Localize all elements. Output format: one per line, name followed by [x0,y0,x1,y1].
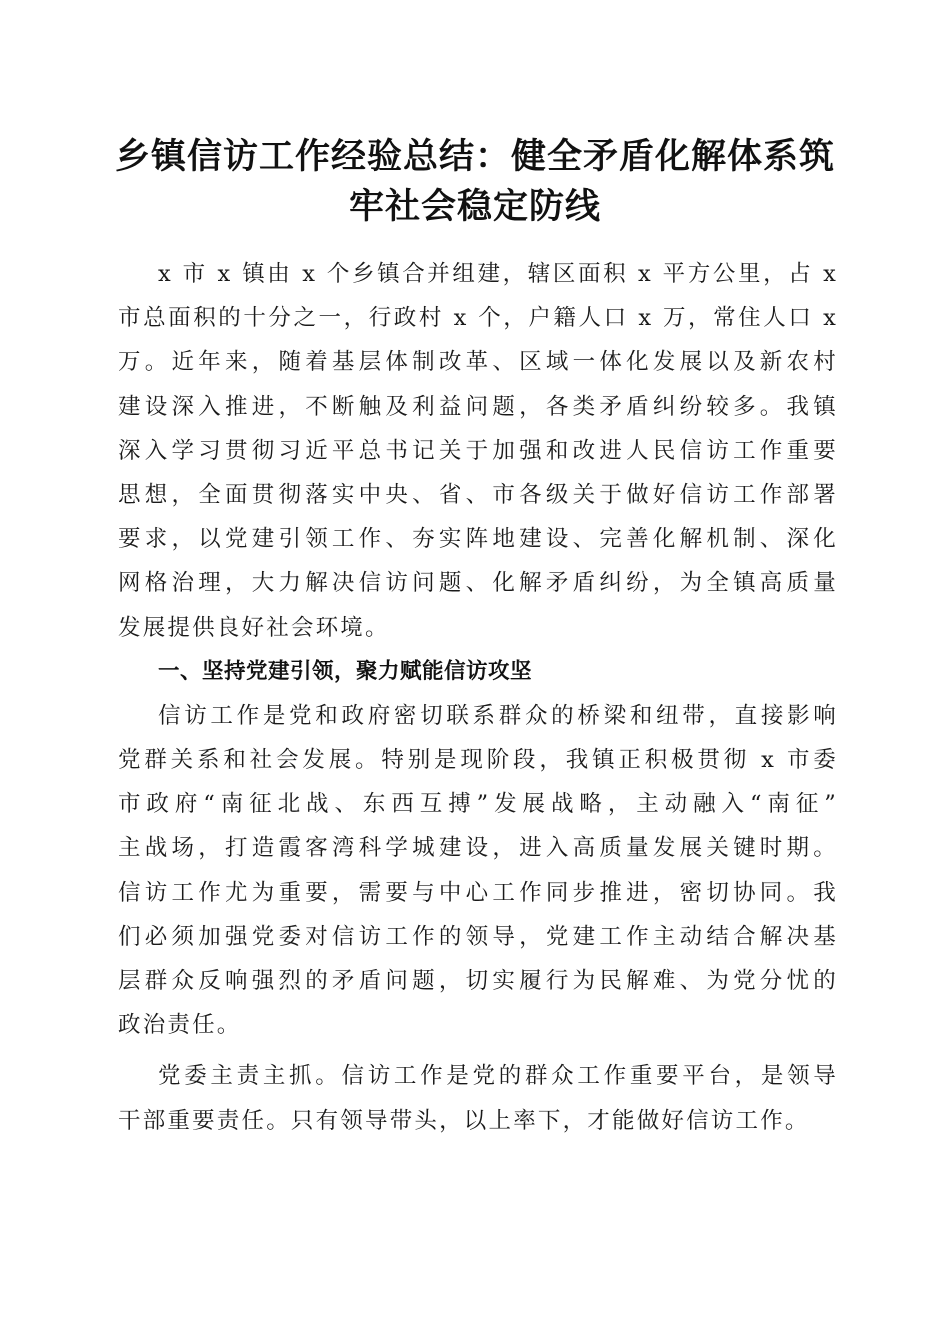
document-title [80,132,870,232]
paragraph-line: 党委主责主抓。信访工作是党的群众工作重要平台，是领导 [158,1063,838,1090]
paragraph-line: 主战场，打造霞客湾科学城建设，进入高质量发展关键时期。 [118,835,838,862]
paragraph-party-building [118,694,838,1048]
title-line: 牢社会稳定防线 [348,186,601,227]
paragraph-line: 深入学习贯彻习近平总书记关于加强和改进人民信访工作重要 [118,437,838,464]
paragraph-line: 发展提供良好社会环境。 [118,614,390,641]
paragraph-line: x 市 x 镇由 x 个乡镇合并组建，辖区面积 x 平方公里，占 x [158,261,838,287]
paragraph-line: 信访工作是党和政府密切联系群众的桥梁和纽带，直接影响 [158,702,838,729]
paragraph-line: 党群关系和社会发展。特别是现阶段，我镇正积极贯彻 x 市委 [118,747,838,774]
paragraph-line: 干部重要责任。只有领导带头，以上率下，才能做好信访工作。 [118,1107,810,1134]
document-body [118,252,838,1143]
paragraph-line: 网格治理，大力解决信访问题、化解矛盾纠纷，为全镇高质量 [118,570,838,597]
paragraph-line: 思想，全面贯彻落实中央、省、市各级关于做好信访工作部署 [118,481,838,508]
paragraph-gap [118,1047,838,1054]
paragraph-line: 市总面积的十分之一，行政村 x 个，户籍人口 x 万，常住人口 x [118,305,838,332]
paragraph-intro [118,252,838,650]
paragraph-line: 政治责任。 [118,1012,242,1039]
paragraph-responsibility [118,1054,838,1142]
paragraph-line: 层群众反响强烈的矛盾问题，切实履行为民解难、为党分忧的 [118,968,838,994]
title-line: 乡镇信访工作经验总结：健全矛盾化解体系筑 [114,136,835,177]
paragraph-line: 要求，以党建引领工作、夯实阵地建设、完善化解机制、深化 [118,526,838,553]
paragraph-line: 信访工作尤为重要，需要与中心工作同步推进，密切协同。我 [118,879,838,906]
paragraph-line: 建设深入推进，不断触及利益问题，各类矛盾纠纷较多。我镇 [118,393,838,420]
paragraph-line: 们必须加强党委对信访工作的领导，党建工作主动结合解决基 [118,923,838,950]
paragraph-line: 市政府“南征北战、东西互搏”发展战略，主动融入“南征” [118,791,838,818]
section-heading: 一、坚持党建引领，聚力赋能信访攻坚 [158,658,533,684]
paragraph-line: 万。近年来，随着基层体制改革、区域一体化发展以及新农村 [118,349,838,376]
